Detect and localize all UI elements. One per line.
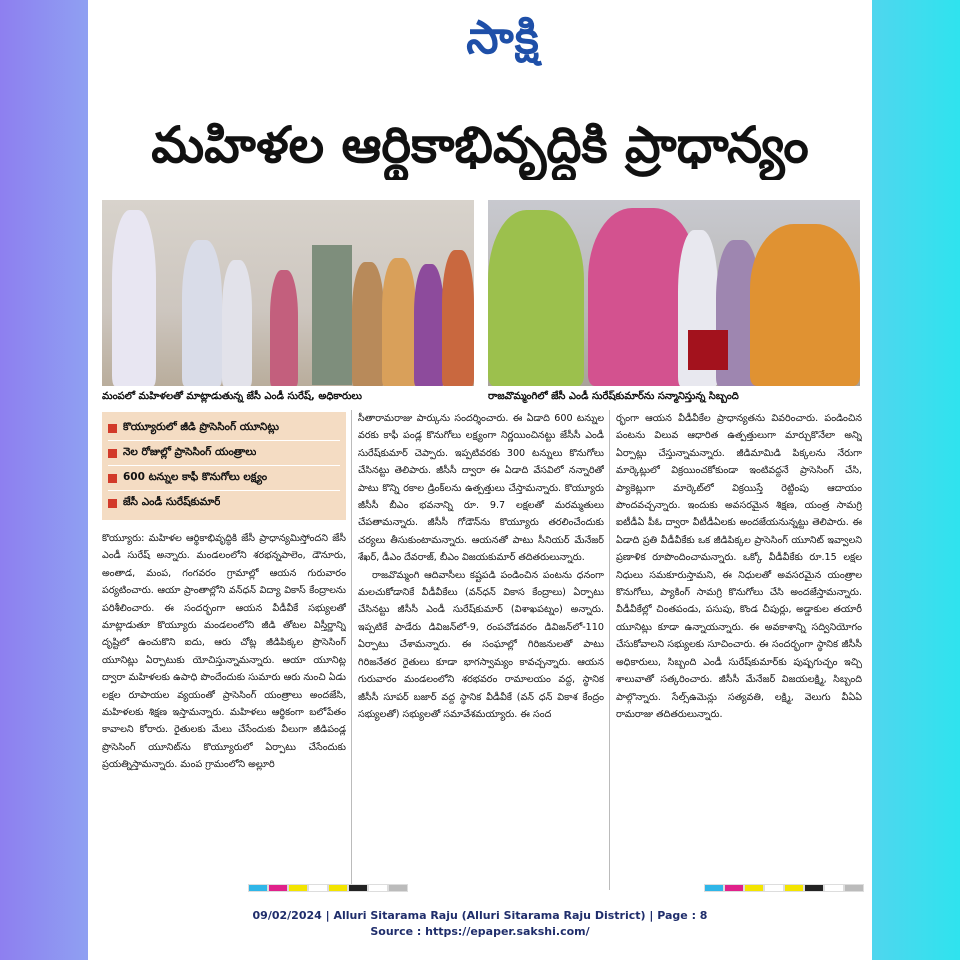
color-swatch <box>308 884 328 892</box>
print-color-bar-left <box>248 884 408 890</box>
highlight-item: కొయ్యూరులో జీడి ప్రొసెసింగ్‌ యూనిట్లు <box>108 416 340 441</box>
color-swatch <box>288 884 308 892</box>
color-swatch <box>704 884 724 892</box>
color-swatch <box>248 884 268 892</box>
photo-right <box>488 200 860 386</box>
article-column-2 <box>358 410 604 890</box>
highlight-item: జేసీ ఎండీ సురేష్‌కుమార్‌ <box>108 491 340 515</box>
article-column-1 <box>102 530 346 890</box>
highlight-item: నెల రోజుల్లో ప్రాసెసింగ్‌ యంత్రాలు <box>108 441 340 466</box>
color-swatch <box>724 884 744 892</box>
article-paragraph: కొయ్యూరు: మహిళల ఆర్థికాభివృద్ధికి జేసీ ప్రాధాన్యమిస్తోందని జేసీ ఎండీ సురేష్‌ అన్నారు. మండలంలోని శరభన్నపాలెం, డౌనూరు, అంతాడ, మంప, గంగవరం గ్రామాల్లో ఆయన గురువారం పర్యటించారు. ఆయా ప్రాంతాల్లోని వన్‌ధన్‌ విద్యా వికాస్‌ కేంద్రాలను పరిశీలించారు. ఈ సందర్భంగా ఆయన వీడీవీకే సభ్యులతో మాట్లాడుతూ కొయ్యూరు మండలంలోని జీడి తోటల విస్తీర్ణాన్ని దృష్టిలో ఉంచుకొని ఐదు, ఆరు చోట్ల జీడిపిక్కల ప్రొసెసింగ్‌ యూనిట్లు ఏర్పాటుకు యోచిస్తున్నామన్నారు. ఆయా యూనిట్ల ద్వారా మహిళలకు ఉపాధి పొందేందుకు సుమారు ఆరు నుంచి ఏడు లక్షల రూపాయల వ్యయంతో ప్రాసెసింగ్‌ యంత్రాలు అందజేసి, మహిళలకు శిక్షణ ఇస్తామన్నారు. మహిళలు ఆర్థికంగా బలోపేతం కావాలని కోరారు. రైతులకు మేలు చేసేందుకు వీలుగా జీడిపండ్ల ప్రొసెసింగ్‌ యూనిట్‌ను కొయ్యూరులో ఏర్పాటు చేసేందుకు ప్రయత్నిస్తామన్నారు. మంప గ్రామంలోని అల్లూరి <box>102 533 346 771</box>
color-swatch <box>824 884 844 892</box>
color-swatch <box>328 884 348 892</box>
bullet-square-icon <box>108 449 117 458</box>
highlights-box <box>102 412 346 520</box>
article-column-3 <box>616 410 862 890</box>
bullet-square-icon <box>108 474 117 483</box>
article-paragraph: ర్భంగా ఆయన వీడీవీకేల ప్రాధాన్యతను వివరించారు. పండించిన పంటను విలువ ఆధారిత ఉత్పత్తులుగా మార్చుకొనేలా అన్ని ఏర్పాట్లు చేస్తున్నామన్నారు. జీడిమామిడి పిక్కలను నేరుగా మార్కెట్లులో విక్రయించకోకుండా ఇంటివద్దనే ప్రాసెసింగ్‌ చేసి, ప్యాకెట్లుగా మార్కెట్‌లో విక్రయిస్తే రెట్టింపు ఆదాయం పొందవచ్చన్నారు. ఇందుకు అవసరమైన శిక్షణ, యంత్ర సామగ్రి ఐటీడీఏ పీఓ ద్వారా వీటీడీఏలకు అందజేయనున్నట్టు తెలిపారు. ఈ ఏడాది ప్రతి వీడీవీకేకు ఒక జీడిపిక్కల ప్రాసెసింగ్‌ యూనిట్‌ ఇవ్వాలని ప్రణాళిక రూపొందించామన్నారు. ఒక్కో వీడీవీకేకు రూ.15 లక్షల నిధులు సమకూరుస్తామని, ఈ నిధులతో అవసరమైన యంత్రాల కొనుగోలు, ప్యాకింగ్‌ సామగ్రి కొనుగోలు చేసి అందజేస్తామన్నారు. వీడీవీకేల్లో చింతపండు, పసుపు, కొండ చీపుర్లు, అడ్డాకుల తయారీ యూనిట్లు కూడా ఉన్నాయన్నారు. ఈ అవకాశాన్ని సద్వినియోగం చేసుకోవాలని సభ్యులకు సూచించారు. ఈ సందర్భంగా స్థానిక జీసీసీ అధికారులు, సిబ్బంది ఎండీ సురేష్‌కుమార్‌కు పుష్పగుచ్ఛం ఇచ్చి శాలువాతో సత్కరించారు. జీసీసీ మేనేజర్‌ విజయలక్ష్మి, సిబ్బంది పాల్గొన్నారు. సేల్స్‌ఉమెన్లు సత్యవతి, లక్ష్మి, వెలుగు వీఏఏ రామరాజు తదితరులున్నారు. <box>616 413 862 720</box>
print-color-bar-right <box>704 884 864 890</box>
color-swatch <box>368 884 388 892</box>
color-swatch <box>268 884 288 892</box>
photo-left <box>102 200 474 386</box>
newspaper-page <box>88 0 872 960</box>
column-divider <box>351 410 352 890</box>
photo-right-caption: రాజవొమ్మంగిలో జేసీ ఎండీ సురేష్‌కుమార్‌ను సన్మానిస్తున్న సిబ్బంది <box>488 391 739 402</box>
color-swatch <box>844 884 864 892</box>
highlight-item: 600 టన్నుల కాఫీ కొనుగోలు లక్ష్యం <box>108 466 340 491</box>
article-paragraph: రాజవొమ్మంగి ఆదివాసీలు కష్టపడి పండించిన పంటను ధనంగా మలచుకోడానికే వీడీవీకేలు (వన్‌ధన్‌ వికాస కేంద్రాలు) ఏర్పాటు చేసినట్టు జీసీసీ ఎండీ సురేష్‌కుమార్‌ (విశాఖపట్నం) అన్నారు. ఇప్పటికే పాడేరు డివిజన్‌లో-9, రంపచోడవరం డివిజన్‌లో-110 ఏర్పాటు చేశామన్నారు. ఈ సంఘాల్లో గిరిజనులతో పాటు గిరిజనేతర రైతులు కూడా భాగస్వామ్యం కావచ్చన్నారు. ఆయన గురువారం మండలంలోని శరభవరం రామాలయం వద్ద, స్థానిక జీసీసీ సూపర్‌ బజార్‌ వద్ద స్థానిక వీడీవీకే (వన్‌ ధన్‌ వికాశ కేంద్రం సభ్యులతో) సభ్యులతో సమావేశమయ్యారు. ఈ సంద <box>358 569 604 720</box>
bullet-square-icon <box>108 499 117 508</box>
headline: మహిళల ఆర్థికాభివృద్ధికి ప్రాధాన్యం <box>151 116 809 174</box>
photo-left-caption: మంపలో మహిళలతో మాట్లాడుతున్న జేసీ ఎండీ సురేష్‌, అధికారులు <box>102 391 362 402</box>
article-paragraph: సీతారామరాజు పార్కును సందర్శించారు. ఈ ఏడాది 600 టన్నుల వరకు కాఫీ పండ్ల కొనుగోలు లక్ష్యంగా నిర్ణయించినట్టు జేసీసీ ఎండీ సురేష్‌కుమార్‌ చెప్పారు. ఇప్పటివరకు 300 టన్నులు కొనుగోలు చేసినట్టు తెలిపారు. జీసీసీ ద్వారా ఈ ఏడాది వేసవిలో నన్నారితో పాటు కొన్ని రకాల డ్రింక్‌లను ఉత్పత్తులు చేస్తామన్నారు. కొయ్యూరు జీసీసీ బీఎం భవనాన్ని రూ. 9.7 లక్షలతో మరమ్మతులు చేపతామన్నారు. జీసీసీ గోడౌన్‌ను కొయ్యూరు తరలించేందుకు చర్యలు తీసుకుంటామన్నారు. ఆయనతో పాటు సీనియర్‌ మేనేజర్‌ శేఖర్‌, డీఎం దేవరాజ్‌, బీఎం విజయకుమార్‌ తదితరులున్నారు. <box>358 413 604 564</box>
color-swatch <box>744 884 764 892</box>
footer-source-link[interactable]: Source : https://epaper.sakshi.com/ <box>370 925 590 938</box>
color-swatch <box>784 884 804 892</box>
color-swatch <box>348 884 368 892</box>
color-swatch <box>764 884 784 892</box>
masthead-logo: సాక్షి <box>466 10 540 64</box>
column-divider <box>609 410 610 890</box>
color-swatch <box>804 884 824 892</box>
page-footer <box>88 908 872 940</box>
color-swatch <box>388 884 408 892</box>
bullet-square-icon <box>108 424 117 433</box>
footer-publication-info: 09/02/2024 | Alluri Sitarama Raju (Alluri Sitarama Raju District) | Page : 8 <box>252 909 708 922</box>
